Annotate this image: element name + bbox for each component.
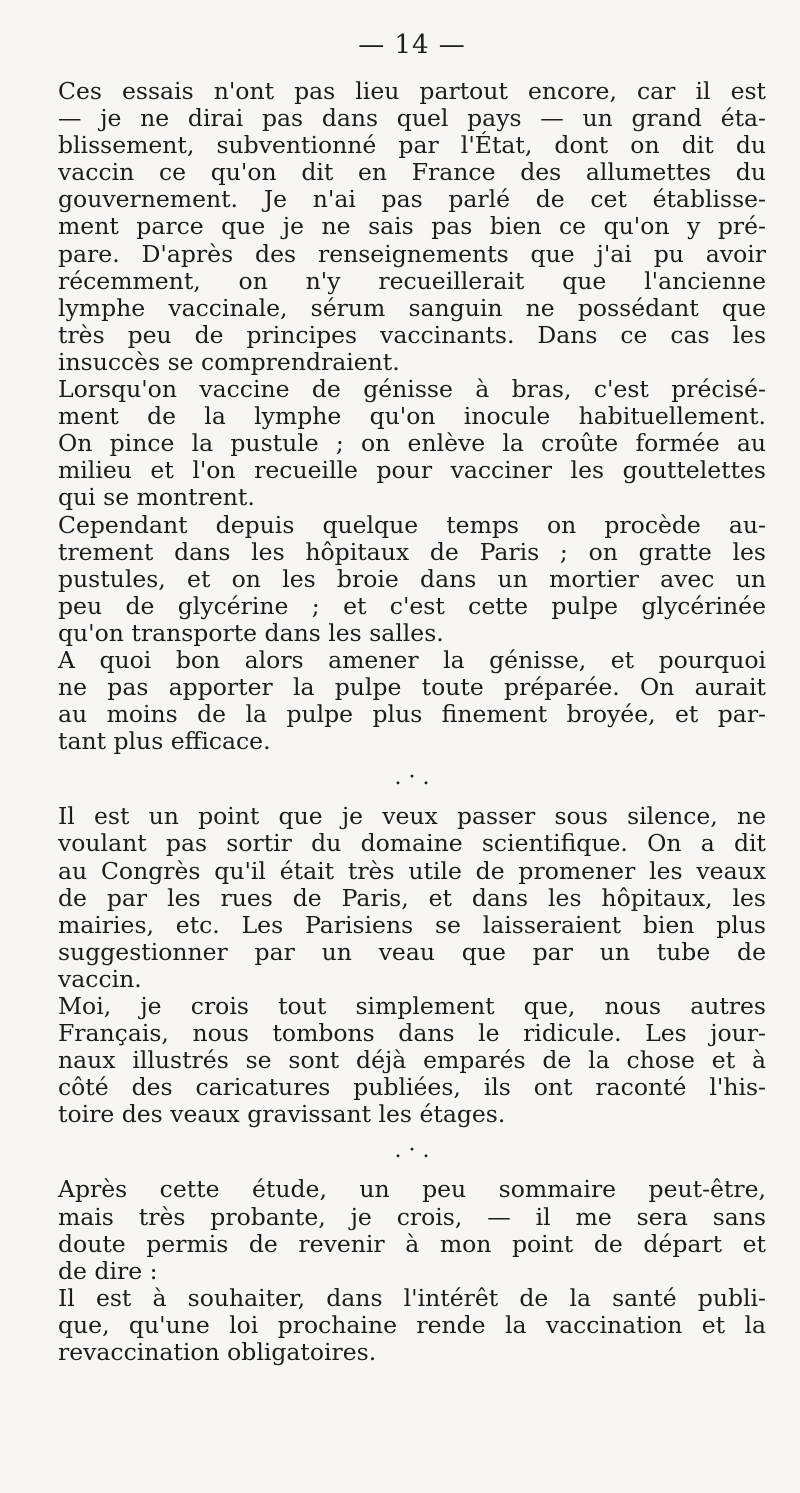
text-line: toire des veaux gravissant les étages.	[58, 1100, 506, 1129]
text-line: de par les rues de Paris, et dans les hôpitaux, les	[58, 883, 766, 912]
text-line: ne pas apporter la pulpe toute préparée. On aurait	[58, 673, 766, 702]
text-line: au Congrès qu'il était très utile de promener les veaux	[58, 856, 766, 885]
paragraph-loi	[58, 1285, 766, 1366]
text-line: récemment, on n'y recueillerait que l'ancienne	[58, 266, 766, 295]
text-line: pare. D'après des renseignements que j'ai pu avoir	[58, 239, 766, 268]
text-line: naux illustrés se sont déjà emparés de la chose et à	[58, 1046, 766, 1075]
text-line: qui se montrent.	[58, 483, 255, 512]
text-line: voulant pas sortir du domaine scientifique. On a dit	[58, 829, 766, 858]
text-line: revaccination obligatoires.	[58, 1338, 377, 1367]
text-line: côté des caricatures publiées, ils ont raconté l'his-	[58, 1073, 766, 1102]
text-line: Après cette étude, un peu sommaire peut-être,	[58, 1175, 766, 1204]
paragraph-essais	[58, 78, 766, 376]
text-line: pustules, et on les broie dans un mortier avec un	[58, 564, 766, 593]
text-line: gouvernement. Je n'ai pas parlé de cet établisse-	[58, 185, 766, 214]
paragraph-pulpe	[58, 647, 766, 755]
text-line: A quoi bon alors amener la génisse, et pourquoi	[58, 645, 766, 674]
text-line: qu'on transporte dans les salles.	[58, 618, 444, 647]
text-line: suggestionner par un veau que par un tube de	[58, 937, 766, 966]
text-line: lymphe vaccinale, sérum sanguin ne possédant que	[58, 293, 766, 322]
text-line: — je ne dirai pas dans quel pays — un grand éta-	[58, 104, 766, 133]
text-line: ment de la lymphe qu'on inocule habituellement.	[58, 402, 766, 431]
text-line: trement dans les hôpitaux de Paris ; on gratte les	[58, 537, 766, 566]
page-number: — 14 —	[358, 30, 466, 60]
text-line: Moi, je crois tout simplement que, nous autres	[58, 992, 766, 1020]
text-line: très peu de principes vaccinants. Dans ce cas les	[58, 320, 766, 349]
text-line: vaccin.	[58, 964, 142, 993]
text-line: On pince la pustule ; on enlève la croûte formée au	[58, 429, 766, 458]
text-line: peu de glycérine ; et c'est cette pulpe glycérinée	[58, 591, 766, 620]
text-line: Il est à souhaiter, dans l'intérêt de la santé publi-	[58, 1283, 766, 1312]
text-line: que, qu'une loi prochaine rende la vaccination et la	[58, 1310, 766, 1339]
text-line: mairies, etc. Les Parisiens se laisseraient bien plus	[58, 910, 766, 939]
text-line: Ces essais n'ont pas lieu partout encore, car il est	[58, 77, 766, 105]
text-line: ment parce que je ne sais pas bien ce qu'on y pré-	[58, 212, 766, 241]
text-line: de dire :	[58, 1256, 158, 1285]
section-separator: . · .	[394, 1138, 430, 1164]
text-line: insuccès se comprendraient.	[58, 347, 400, 376]
text-line: Français, nous tombons dans le ridicule. Les jour-	[58, 1019, 766, 1048]
text-line: Lorsqu'on vaccine de génisse à bras, c'est précisé-	[58, 375, 766, 404]
text-line: au moins de la pulpe plus finement broyée, et par-	[58, 700, 766, 729]
paragraph-lymphe	[58, 376, 766, 511]
text-line: vaccin ce qu'on dit en France des allumettes du	[58, 158, 766, 187]
paragraph-conclusion	[58, 1176, 766, 1284]
text-line: milieu et l'on recueille pour vacciner les gouttelettes	[58, 456, 766, 485]
book-page	[58, 30, 766, 1366]
text-line: Il est un point que je veux passer sous silence, ne	[58, 802, 766, 831]
text-line: doute permis de revenir à mon point de départ et	[58, 1229, 766, 1258]
text-line: mais très probante, je crois, — il me sera sans	[58, 1202, 766, 1231]
section-separator: . · .	[394, 765, 430, 791]
paragraph-hopitaux	[58, 512, 766, 647]
text-line: tant plus efficace.	[58, 727, 271, 756]
paragraph-ridicule	[58, 993, 766, 1128]
paragraph-veaux-paris	[58, 803, 766, 993]
text-line: blissement, subventionné par l'État, dont on dit du	[58, 131, 766, 160]
text-line: Cependant depuis quelque temps on procède au-	[58, 510, 766, 539]
